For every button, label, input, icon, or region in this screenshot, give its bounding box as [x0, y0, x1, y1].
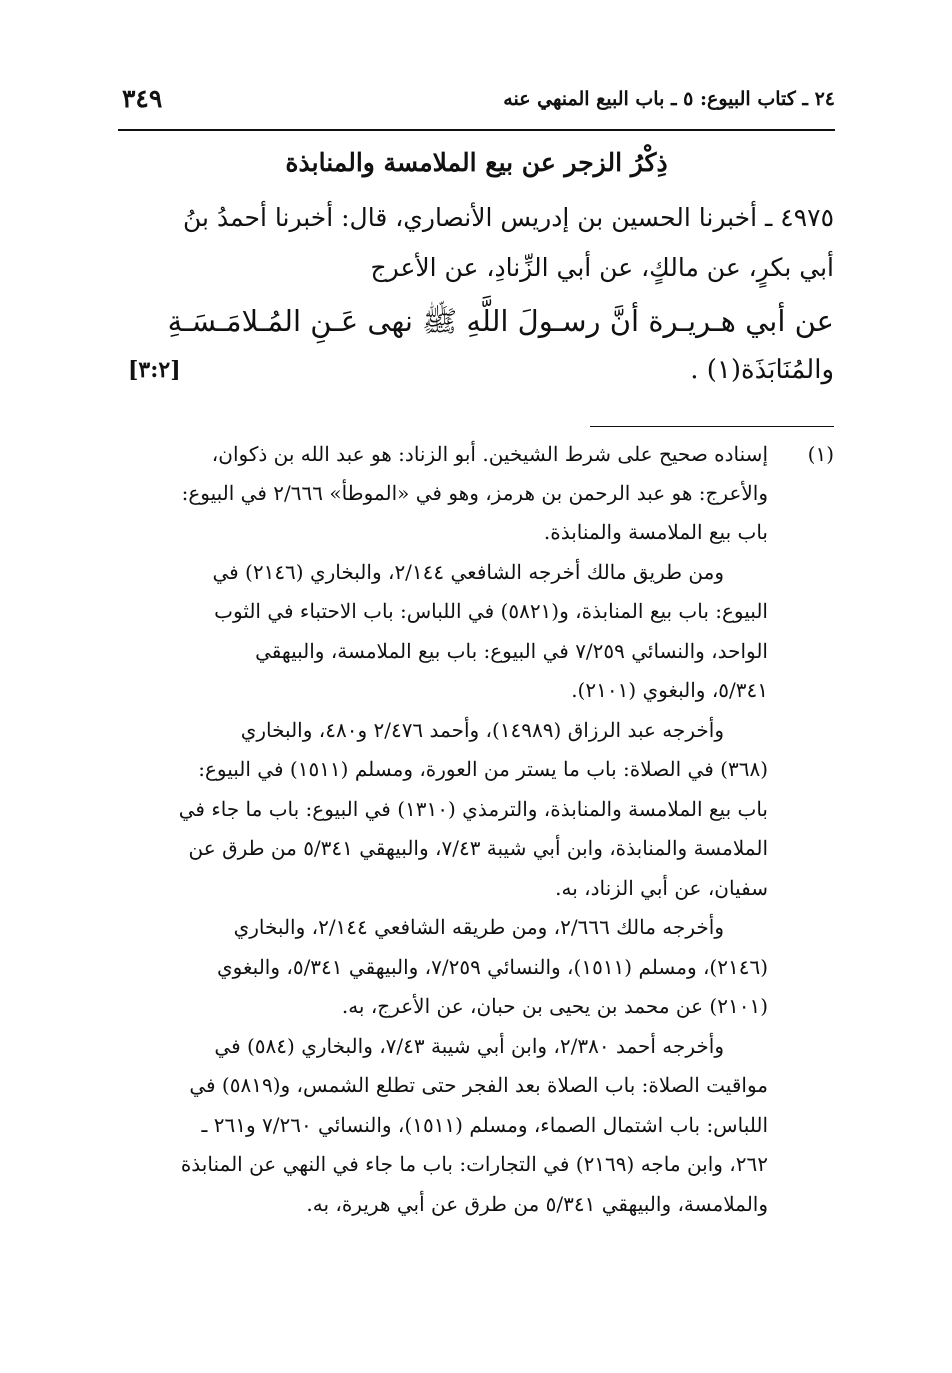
hadith-line: عن أبي هـريـرة أنَّ رسـولَ اللَّهِ ﷺ نهى عَـنِ المُـلامَـسَـةِ: [167, 304, 834, 338]
footnote-line: الملامسة والمنابذة، وابن أبي شيبة ٧/٤٣، والبيهقي ٥/٣٤١ من طرق عن: [188, 836, 768, 860]
footnote-line: (٢١٠١) عن محمد بن يحيى بن حبان، عن الأعرج، به.: [341, 994, 768, 1018]
footnote-line: اللباس: باب اشتمال الصماء، ومسلم (١٥١١)، والنسائي ٧/٢٦٠ و٢٦١ ـ: [201, 1113, 768, 1137]
hadith-line: والمُنَابَذَة(١) .: [690, 355, 834, 385]
footnote-line: وأخرجه عبد الرزاق (١٤٩٨٩)، وأحمد ٢/٤٧٦ و٤٨٠، والبخاري: [240, 718, 724, 742]
footnote-line: وأخرجه أحمد ٢/٣٨٠، وابن أبي شيبة ٧/٤٣، والبخاري (٥٨٤) في: [214, 1034, 724, 1058]
hadith-line: ٤٩٧٥ ـ أخبرنا الحسين بن إدريس الأنصاري، قال: أخبرنا أحمدُ بنُ: [183, 203, 834, 232]
section-title: ذِكْرُ الزجر عن بيع الملامسة والمنابذة: [285, 148, 668, 177]
page-number: ٣٤٩: [122, 84, 163, 113]
footnote-separator: [590, 426, 834, 427]
hadith-reference: [٣:٢]: [128, 357, 181, 383]
footnote-line: ٥/٣٤١، والبغوي (٢١٠١).: [571, 678, 768, 702]
footnote-line: مواقيت الصلاة: باب الصلاة بعد الفجر حتى تطلع الشمس، و(٥٨١٩) في: [189, 1073, 768, 1097]
footnote-line: (٢١٤٦)، ومسلم (١٥١١)، والنسائي ٧/٢٥٩، والبيهقي ٥/٣٤١، والبغوي: [217, 955, 768, 979]
footnote-line: وأخرجه مالك ٢/٦٦٦، ومن طريقه الشافعي ٢/١٤٤، والبخاري: [233, 915, 724, 939]
footnote-line: إسناده صحيح على شرط الشيخين. أبو الزناد: هو عبد الله بن ذكوان،: [211, 442, 768, 466]
footnote-line: ومن طريق مالك أخرجه الشافعي ٢/١٤٤، والبخاري (٢١٤٦) في: [212, 560, 724, 584]
header-divider: [118, 129, 835, 131]
running-header: [118, 82, 835, 122]
footnote-line: باب بيع الملامسة والمنابذة.: [543, 520, 768, 544]
footnote-line: سفيان، عن أبي الزناد، به.: [555, 876, 768, 900]
footnote-line: باب بيع الملامسة والمنابذة، والترمذي (١٣١٠) في البيوع: باب ما جاء في: [178, 797, 768, 821]
footnote-line: الواحد، والنسائي ٧/٢٥٩ في البيوع: باب بيع الملامسة، والبيهقي: [255, 639, 768, 663]
footnote-line: والملامسة، والبيهقي ٥/٣٤١ من طرق عن أبي هريرة، به.: [306, 1192, 768, 1216]
footnote-line: ٢٦٢، وابن ماجه (٢١٦٩) في التجارات: باب ما جاء في النهي عن المنابذة: [180, 1152, 768, 1176]
hadith-line: أبي بكرٍ، عن مالكٍ، عن أبي الزِّنادِ، عن الأعرج: [370, 253, 834, 282]
footnote-line: والأعرج: هو عبد الرحمن بن هرمز، وهو في «الموطأ» ٢/٦٦٦ في البيوع:: [181, 481, 768, 505]
footnote-marker: (١): [807, 442, 834, 466]
footnote-line: (٣٦٨) في الصلاة: باب ما يستر من العورة، ومسلم (١٥١١) في البيوع:: [198, 757, 768, 781]
footnote-line: البيوع: باب بيع المنابذة، و(٥٨٢١) في اللباس: باب الاحتباء في الثوب: [214, 599, 768, 623]
running-title: ٢٤ ـ كتاب البيوع: ٥ ـ باب البيع المنهي عنه: [503, 88, 835, 110]
